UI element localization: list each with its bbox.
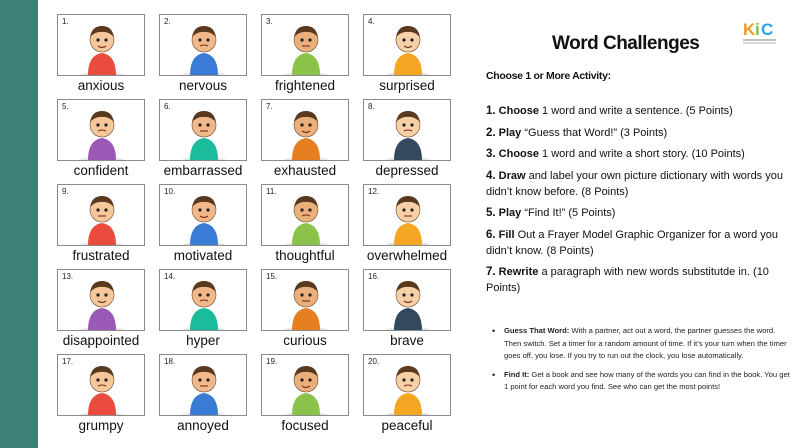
game-instructions	[490, 325, 792, 400]
illustration-frame	[261, 269, 349, 331]
vocabulary-word: anxious	[77, 78, 125, 93]
vocabulary-word: embarrassed	[163, 163, 243, 178]
vocabulary-word: annoyed	[177, 418, 229, 433]
illustration-frame	[159, 269, 247, 331]
cartoon-illustration	[262, 100, 349, 161]
vocabulary-word: brave	[390, 333, 424, 348]
activity-item: 4. Draw and label your own picture dictionary with words you didn’t know before. (8 Points)	[486, 169, 783, 198]
vocabulary-word: nervous	[178, 78, 228, 93]
kic-logo	[740, 16, 780, 48]
vocabulary-word: hyper	[186, 333, 220, 348]
vocabulary-word: grumpy	[78, 418, 124, 433]
word-card	[261, 354, 349, 436]
illustration-frame	[261, 354, 349, 416]
word-card	[159, 14, 247, 96]
word-card	[57, 14, 145, 96]
word-card	[261, 184, 349, 266]
word-card	[159, 184, 247, 266]
cartoon-illustration	[262, 15, 349, 76]
card-number: 2.	[164, 17, 171, 26]
svg-text:i: i	[755, 20, 760, 39]
illustration-frame	[57, 269, 145, 331]
illustration-frame	[159, 99, 247, 161]
activity-item: 5. Play “Find It!” (5 Points)	[486, 207, 616, 219]
word-card	[57, 269, 145, 351]
card-number: 12.	[368, 187, 380, 196]
activity-item: 3. Choose 1 word and write a short story. (10 Points)	[486, 148, 745, 160]
vocabulary-word: motivated	[173, 248, 233, 263]
cartoon-illustration	[58, 185, 145, 246]
vocabulary-word: curious	[283, 333, 327, 348]
cartoon-illustration	[160, 100, 247, 161]
vocabulary-word: disappointed	[62, 333, 140, 348]
illustration-frame	[363, 354, 451, 416]
vocabulary-word: surprised	[379, 78, 435, 93]
illustration-frame	[261, 14, 349, 76]
card-number: 13.	[62, 272, 74, 281]
word-card	[261, 99, 349, 181]
card-number: 1.	[62, 17, 69, 26]
illustration-frame	[159, 14, 247, 76]
card-number: 11.	[266, 187, 277, 196]
word-card	[57, 99, 145, 181]
vocabulary-picture-grid	[57, 14, 481, 438]
card-number: 16.	[368, 272, 380, 281]
activity-list	[486, 103, 786, 302]
card-number: 6.	[164, 102, 171, 111]
illustration-frame	[57, 14, 145, 76]
svg-text:C: C	[761, 20, 774, 39]
vocabulary-word: overwhelmed	[366, 248, 448, 263]
word-card	[57, 184, 145, 266]
cartoon-illustration	[58, 100, 145, 161]
word-card	[159, 354, 247, 436]
card-number: 15.	[266, 272, 278, 281]
illustration-frame	[57, 184, 145, 246]
card-number: 9.	[62, 187, 69, 196]
word-card	[363, 99, 451, 181]
vocabulary-word: confident	[73, 163, 129, 178]
card-number: 4.	[368, 17, 375, 26]
vocabulary-word: focused	[281, 418, 329, 433]
card-number: 20.	[368, 357, 380, 366]
word-card	[159, 99, 247, 181]
vocabulary-word: exhausted	[273, 163, 337, 178]
word-card	[363, 184, 451, 266]
page-title: Word Challenges	[552, 33, 700, 54]
card-number: 7.	[266, 102, 273, 111]
activity-instruction: Choose 1 or More Activity:	[486, 70, 611, 82]
cartoon-illustration	[58, 15, 145, 76]
cartoon-illustration	[364, 100, 451, 161]
vocabulary-word: thoughtful	[275, 248, 335, 263]
word-card	[159, 269, 247, 351]
left-accent-stripe	[0, 0, 38, 448]
illustration-frame	[261, 184, 349, 246]
illustration-frame	[261, 99, 349, 161]
activity-item: 2. Play “Guess that Word!” (3 Points)	[486, 126, 668, 139]
svg-text:K: K	[743, 20, 756, 39]
word-card	[57, 354, 145, 436]
card-number: 8.	[368, 102, 375, 111]
cartoon-illustration	[160, 15, 247, 76]
vocabulary-word: frustrated	[72, 248, 130, 263]
vocabulary-word: peaceful	[381, 418, 433, 433]
illustration-frame	[363, 269, 451, 331]
activity-item: 6. Fill Out a Frayer Model Graphic Organizer for a word you didn’t know. (8 Points)	[486, 228, 779, 257]
illustration-frame	[363, 184, 451, 246]
illustration-frame	[363, 14, 451, 76]
card-number: 5.	[62, 102, 69, 111]
word-card	[261, 269, 349, 351]
vocabulary-word: frightened	[274, 78, 336, 93]
card-number: 19.	[266, 357, 278, 366]
note-guess-that-word: • Guess That Word: With a partner, act out a word, the partner guesses the word. Then switch. Set a timer for a random amount of time. If it’s your turn when the timer goes off, you lose. If you try to run out the clock, you lose automatically.	[490, 325, 792, 363]
illustration-frame	[57, 354, 145, 416]
illustration-frame	[159, 184, 247, 246]
word-card	[363, 354, 451, 436]
activity-item: 1. Choose 1 word and write a sentence. (5 Points)	[486, 105, 733, 117]
card-number: 17.	[62, 357, 74, 366]
card-number: 14.	[164, 272, 176, 281]
cartoon-illustration	[364, 15, 451, 76]
illustration-frame	[159, 354, 247, 416]
card-number: 18.	[164, 357, 176, 366]
card-number: 3.	[266, 17, 273, 26]
illustration-frame	[57, 99, 145, 161]
word-card	[261, 14, 349, 96]
activity-item: 7. Rewrite a paragraph with new words substitutde in. (10 Points)	[486, 266, 769, 294]
vocabulary-word: depressed	[375, 163, 439, 178]
word-card	[363, 14, 451, 96]
card-number: 10.	[164, 187, 176, 196]
note-find-it: • Find It: Get a book and see how many of the words you can find in the book. You get 1 point for each word you find. See who can get the most points!	[490, 369, 792, 394]
word-card	[363, 269, 451, 351]
illustration-frame	[363, 99, 451, 161]
